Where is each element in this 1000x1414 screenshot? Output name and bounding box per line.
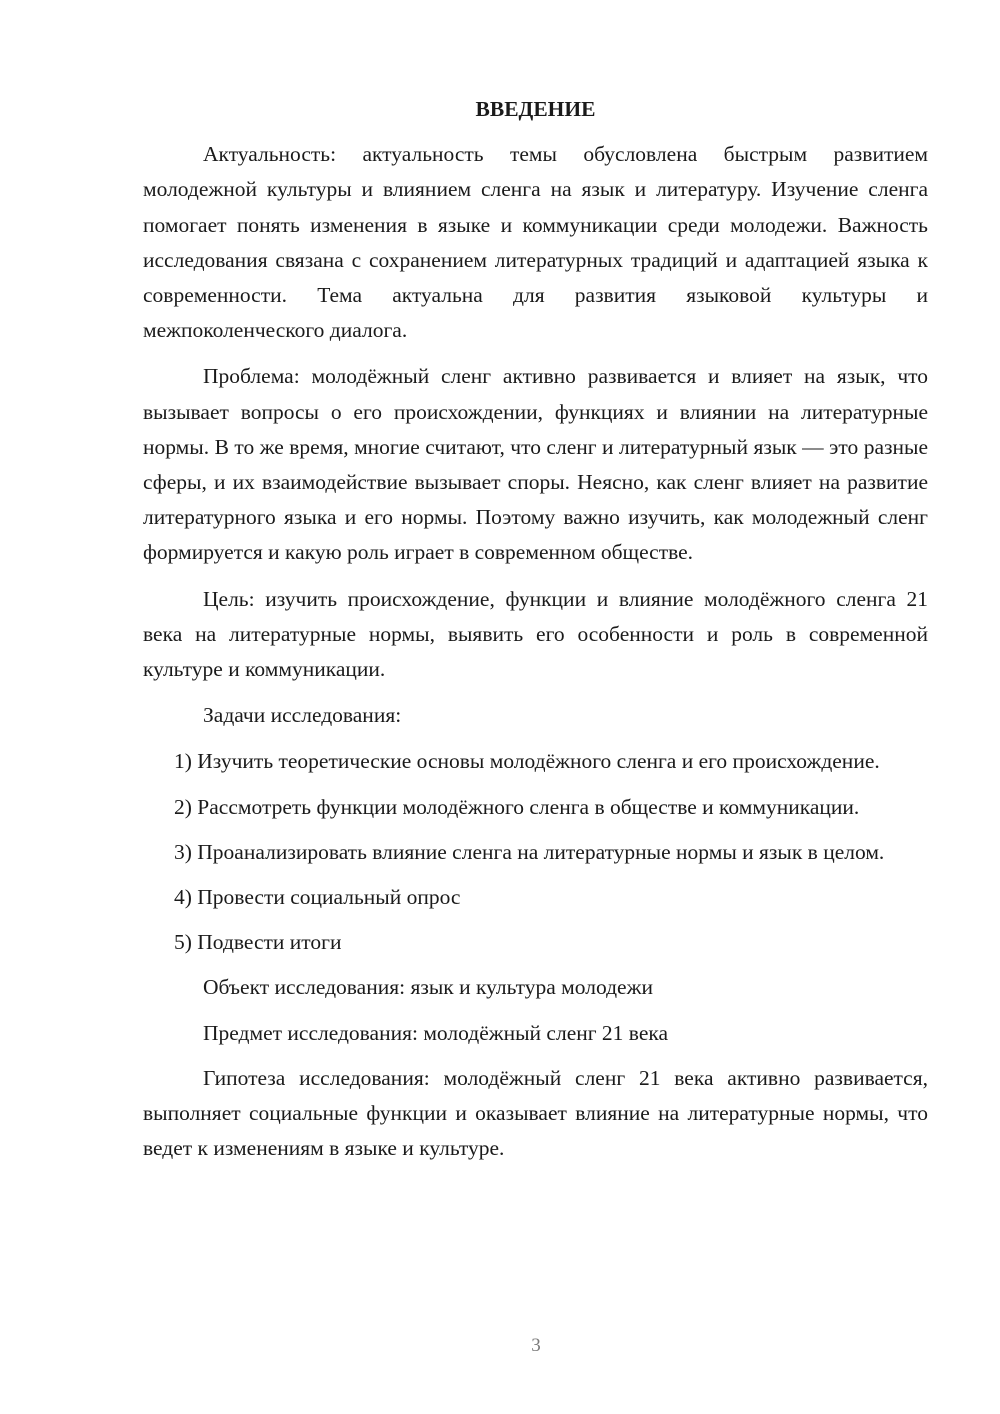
research-subject: Предмет исследования: молодёжный сленг 21 века xyxy=(203,1020,669,1045)
task-item-1: 1) Изучить теоретические основы молодёжного сленга и его происхождение. xyxy=(174,749,880,774)
task-item-2: 2) Рассмотреть функции молодёжного сленга в обществе и коммуникации. xyxy=(174,794,860,819)
goal-paragraph: Цель: изучить происхождение, функции и влияние молодёжного сленга 21 века на литературные нормы, выявить его особенности и роль в современной культуре и коммуникации. xyxy=(143,586,928,682)
task-item-5: 5) Подвести итоги xyxy=(174,930,342,955)
research-object: Объект исследования: язык и культура молодежи xyxy=(203,975,653,1000)
task-item-4: 4) Провести социальный опрос xyxy=(174,885,461,910)
page-number: 3 xyxy=(531,1335,541,1356)
page-heading: ВВЕДЕНИЕ xyxy=(475,97,596,121)
task-item-3: 3) Проанализировать влияние сленга на литературные нормы и язык в целом. xyxy=(174,839,885,864)
relevance-paragraph: Актуальность: актуальность темы обусловлена быстрым развитием молодежной культуры и влиянием сленга на язык и литературу. Изучение сленга помогает понять изменения в языке и коммуникации среди молодежи. Важность исследования связана с сохранением литературных традиций и адаптацией языка к современности. Тема актуальна для развития языковой культуры и межпоколенческого диалога. xyxy=(143,142,928,343)
page-body xyxy=(143,92,928,1166)
research-hypothesis: Гипотеза исследования: молодёжный сленг 21 века активно развивается, выполняет социальные функции и оказывает влияние на литературные нормы, что ведет к изменениям в языке и культуре. xyxy=(143,1065,928,1161)
tasks-title: Задачи исследования: xyxy=(203,703,402,728)
problem-paragraph: Проблема: молодёжный сленг активно развивается и влияет на язык, что вызывает вопросы о его происхождении, функциях и влиянии на литературные нормы. В то же время, многие считают, что сленг и литературный язык — это разные сферы, и их взаимодействие вызывает споры. Неясно, как сленг влияет на развитие литературного языка и его нормы. Поэтому важно изучить, как молодежный сленг формируется и какую роль играет в современном обществе. xyxy=(143,364,928,565)
